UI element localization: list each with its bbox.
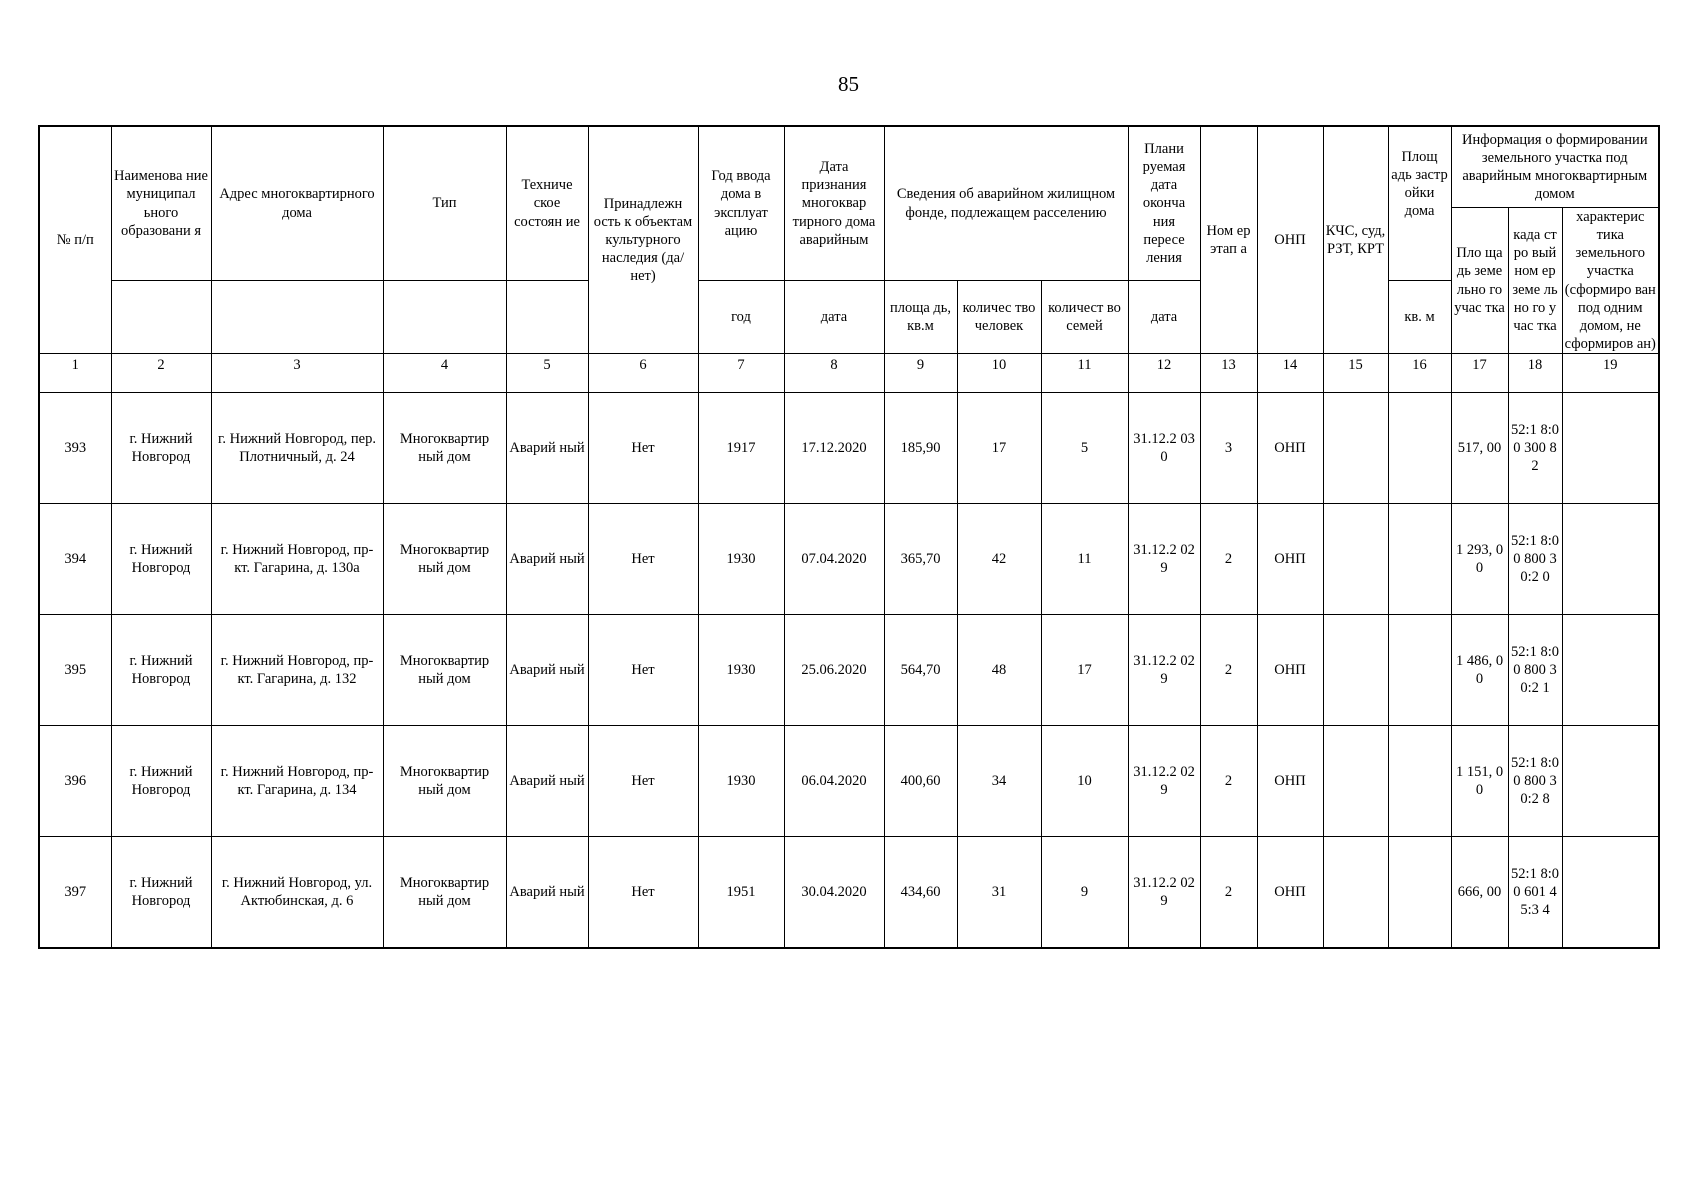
header-col-18: када стро вый ном ер земе льно го учас тка <box>1508 208 1562 354</box>
cell-heritage: Нет <box>588 726 698 837</box>
cell-plot-info <box>1562 837 1659 949</box>
cell-plot-info <box>1562 504 1659 615</box>
cell-planned-date: 31.12.2 029 <box>1128 726 1200 837</box>
cell-condition: Аварий ный <box>506 837 588 949</box>
cell-condition: Аварий ный <box>506 726 588 837</box>
cell-plot-area: 666, 00 <box>1451 837 1508 949</box>
cell-type: Многоквартир ный дом <box>383 504 506 615</box>
cell-heritage: Нет <box>588 393 698 504</box>
header-col-16: Площ адь застр ойки дома <box>1388 126 1451 281</box>
column-number-19: 19 <box>1562 354 1659 393</box>
cell-plot-area: 1 293, 00 <box>1451 504 1508 615</box>
cell-plot-info <box>1562 615 1659 726</box>
cell-type: Многоквартир ный дом <box>383 615 506 726</box>
cell-condition: Аварий ный <box>506 393 588 504</box>
column-number-8: 8 <box>784 354 884 393</box>
header-col-17: Пло щадь земе льно го учас тка <box>1451 208 1508 354</box>
cell-area: 400,60 <box>884 726 957 837</box>
cell-plot-area: 517, 00 <box>1451 393 1508 504</box>
cell-building-area <box>1388 726 1451 837</box>
cell-planned-date: 31.12.2 030 <box>1128 393 1200 504</box>
cell-people: 42 <box>957 504 1041 615</box>
cell-type: Многоквартир ный дом <box>383 837 506 949</box>
header-col-2-cont <box>111 281 211 354</box>
cell-plot-area: 1 151, 00 <box>1451 726 1508 837</box>
cell-condition: Аварий ный <box>506 504 588 615</box>
table-row <box>39 504 1659 615</box>
cell-num: 395 <box>39 615 111 726</box>
cell-kchs <box>1323 504 1388 615</box>
column-number-14: 14 <box>1257 354 1323 393</box>
cell-municipality: г. Нижний Новгород <box>111 504 211 615</box>
cell-cadastral: 52:1 8:00 300 82 <box>1508 393 1562 504</box>
cell-area: 365,70 <box>884 504 957 615</box>
cell-type: Многоквартир ный дом <box>383 393 506 504</box>
cell-onp: ОНП <box>1257 837 1323 949</box>
cell-address: г. Нижний Новгород, пер. Плотничный, д. 24 <box>211 393 383 504</box>
column-number-7: 7 <box>698 354 784 393</box>
column-number-15: 15 <box>1323 354 1388 393</box>
column-number-3: 3 <box>211 354 383 393</box>
cell-kchs <box>1323 837 1388 949</box>
unit-col-12: дата <box>1128 281 1200 354</box>
column-number-5: 5 <box>506 354 588 393</box>
cell-planned-date: 31.12.2 029 <box>1128 837 1200 949</box>
cell-plot-info <box>1562 726 1659 837</box>
cell-families: 17 <box>1041 615 1128 726</box>
unit-col-8: дата <box>784 281 884 354</box>
cell-stage: 2 <box>1200 615 1257 726</box>
column-number-row <box>39 354 1659 393</box>
header-group-9-11: Сведения об аварийном жилищном фонде, подлежащем расселению <box>884 126 1128 281</box>
table-body <box>39 393 1659 949</box>
column-number-2: 2 <box>111 354 211 393</box>
cell-year: 1930 <box>698 615 784 726</box>
cell-families: 9 <box>1041 837 1128 949</box>
cell-address: г. Нижний Новгород, пр-кт. Гагарина, д. 132 <box>211 615 383 726</box>
cell-heritage: Нет <box>588 504 698 615</box>
cell-planned-date: 31.12.2 029 <box>1128 504 1200 615</box>
table-row <box>39 837 1659 949</box>
cell-families: 10 <box>1041 726 1128 837</box>
cell-area: 564,70 <box>884 615 957 726</box>
column-number-9: 9 <box>884 354 957 393</box>
cell-recognition-date: 25.06.2020 <box>784 615 884 726</box>
header-col-2: Наименова ние муниципал ьного образовани я <box>111 126 211 281</box>
cell-type: Многоквартир ный дом <box>383 726 506 837</box>
cell-recognition-date: 07.04.2020 <box>784 504 884 615</box>
cell-onp: ОНП <box>1257 726 1323 837</box>
column-number-11: 11 <box>1041 354 1128 393</box>
cell-year: 1917 <box>698 393 784 504</box>
unit-col-9: площа дь, кв.м <box>884 281 957 354</box>
cell-cadastral: 52:1 8:00 601 45:3 4 <box>1508 837 1562 949</box>
table-row <box>39 726 1659 837</box>
column-number-1: 1 <box>39 354 111 393</box>
cell-year: 1930 <box>698 726 784 837</box>
cell-year: 1930 <box>698 504 784 615</box>
cell-onp: ОНП <box>1257 393 1323 504</box>
table-row <box>39 393 1659 504</box>
table-header <box>39 126 1659 354</box>
cell-kchs <box>1323 393 1388 504</box>
cell-people: 17 <box>957 393 1041 504</box>
cell-kchs <box>1323 615 1388 726</box>
cell-address: г. Нижний Новгород, ул. Актюбинская, д. 6 <box>211 837 383 949</box>
column-number-13: 13 <box>1200 354 1257 393</box>
cell-stage: 3 <box>1200 393 1257 504</box>
header-col-4-cont <box>383 281 506 354</box>
header-col-19: характерис тика земельного участка (сформиро ван под одним домом, не сформиров ан) <box>1562 208 1659 354</box>
cell-kchs <box>1323 726 1388 837</box>
cell-area: 434,60 <box>884 837 957 949</box>
header-col-13: Ном ер этап а <box>1200 126 1257 354</box>
column-number-10: 10 <box>957 354 1041 393</box>
cell-stage: 2 <box>1200 726 1257 837</box>
column-number-18: 18 <box>1508 354 1562 393</box>
header-col-12: Плани руемая дата оконча ния пересе ления <box>1128 126 1200 281</box>
header-col-7: Год ввода дома в эксплуат ацию <box>698 126 784 281</box>
header-col-1: № п/п <box>39 126 111 354</box>
cell-cadastral: 52:1 8:00 800 30:2 8 <box>1508 726 1562 837</box>
header-group-17-19: Информация о формировании земельного участка под аварийным многоквартирным домом <box>1451 126 1659 208</box>
header-col-4: Тип <box>383 126 506 281</box>
column-number-17: 17 <box>1451 354 1508 393</box>
cell-cadastral: 52:1 8:00 800 30:2 1 <box>1508 615 1562 726</box>
cell-onp: ОНП <box>1257 504 1323 615</box>
cell-stage: 2 <box>1200 837 1257 949</box>
header-col-5-cont <box>506 281 588 354</box>
cell-condition: Аварий ный <box>506 615 588 726</box>
cell-families: 5 <box>1041 393 1128 504</box>
cell-area: 185,90 <box>884 393 957 504</box>
cell-plot-info <box>1562 393 1659 504</box>
cell-num: 393 <box>39 393 111 504</box>
cell-municipality: г. Нижний Новгород <box>111 837 211 949</box>
cell-building-area <box>1388 615 1451 726</box>
column-numbers <box>39 354 1659 393</box>
cell-year: 1951 <box>698 837 784 949</box>
header-col-8: Дата признания многоквар тирного дома аварийным <box>784 126 884 281</box>
cell-people: 34 <box>957 726 1041 837</box>
unit-col-7: год <box>698 281 784 354</box>
cell-people: 48 <box>957 615 1041 726</box>
cell-address: г. Нижний Новгород, пр-кт. Гагарина, д. 130а <box>211 504 383 615</box>
unit-col-10: количес тво человек <box>957 281 1041 354</box>
cell-recognition-date: 06.04.2020 <box>784 726 884 837</box>
unit-col-16: кв. м <box>1388 281 1451 354</box>
cell-num: 396 <box>39 726 111 837</box>
cell-building-area <box>1388 393 1451 504</box>
column-number-16: 16 <box>1388 354 1451 393</box>
cell-heritage: Нет <box>588 615 698 726</box>
header-col-5: Техниче ское состоян ие <box>506 126 588 281</box>
cell-onp: ОНП <box>1257 615 1323 726</box>
cell-municipality: г. Нижний Новгород <box>111 393 211 504</box>
cell-recognition-date: 30.04.2020 <box>784 837 884 949</box>
page-number: 85 <box>838 72 859 96</box>
cell-building-area <box>1388 504 1451 615</box>
cell-families: 11 <box>1041 504 1128 615</box>
header-col-14: ОНП <box>1257 126 1323 354</box>
cell-plot-area: 1 486, 00 <box>1451 615 1508 726</box>
cell-stage: 2 <box>1200 504 1257 615</box>
cell-people: 31 <box>957 837 1041 949</box>
header-col-3: Адрес многоквартирного дома <box>211 126 383 281</box>
column-number-4: 4 <box>383 354 506 393</box>
cell-cadastral: 52:1 8:00 800 30:2 0 <box>1508 504 1562 615</box>
cell-municipality: г. Нижний Новгород <box>111 726 211 837</box>
cell-municipality: г. Нижний Новгород <box>111 615 211 726</box>
emergency-housing-table <box>38 125 1660 949</box>
column-number-6: 6 <box>588 354 698 393</box>
header-col-6: Принадлежн ость к объектам культурного наследия (да/нет) <box>588 126 698 354</box>
cell-planned-date: 31.12.2 029 <box>1128 615 1200 726</box>
header-col-15: КЧС, суд, РЗТ, КРТ <box>1323 126 1388 354</box>
cell-heritage: Нет <box>588 837 698 949</box>
unit-col-11: количест во семей <box>1041 281 1128 354</box>
header-col-3-cont <box>211 281 383 354</box>
cell-num: 394 <box>39 504 111 615</box>
cell-num: 397 <box>39 837 111 949</box>
cell-building-area <box>1388 837 1451 949</box>
table-row <box>39 615 1659 726</box>
column-number-12: 12 <box>1128 354 1200 393</box>
cell-address: г. Нижний Новгород, пр-кт. Гагарина, д. 134 <box>211 726 383 837</box>
cell-recognition-date: 17.12.2020 <box>784 393 884 504</box>
